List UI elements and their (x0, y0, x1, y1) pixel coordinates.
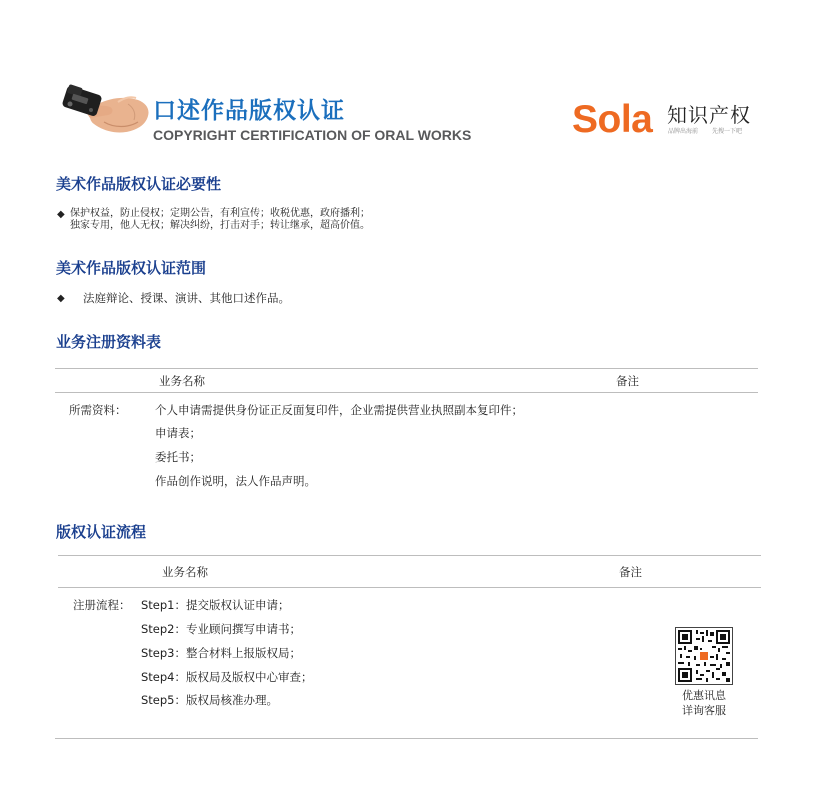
qr-code-icon (675, 627, 733, 685)
process-row-label: 注册流程： (73, 598, 131, 612)
table-top-divider (58, 555, 761, 556)
process-step: Step4：版权局及版权中心审查； (141, 670, 313, 684)
materials-item: 作品创作说明，法人作品声明。 (155, 474, 316, 488)
section-process-title: 版权认证流程 (56, 523, 147, 541)
necessity-line-2: 独家专用，他人无权；解决纠纷，打击对手；转让继承，超高价值。 (70, 220, 370, 231)
qr-caption (662, 688, 746, 718)
table-header-note: 备注 (616, 374, 639, 388)
process-step: Step3：整合材料上报版权局； (141, 646, 301, 660)
section-materials-title: 业务注册资料表 (56, 333, 162, 351)
table-header-name: 业务名称 (162, 565, 208, 579)
bullet-diamond-icon: ◆ (57, 209, 65, 220)
materials-item: 个人申请需提供身份证正反面复印件，企业需提供营业执照副本复印件； (155, 403, 523, 417)
process-step: Step5：版权局核准办理。 (141, 693, 278, 707)
sola-logo (572, 100, 762, 140)
voice-recorder-image (58, 74, 150, 136)
qr-caption-line2: 详询客服 (682, 704, 726, 717)
qr-caption-line1: 优惠讯息 (682, 689, 726, 702)
scope-text: 法庭辩论、授课、演讲、其他口述作品。 (83, 291, 290, 305)
section-necessity-title: 美术作品版权认证必要性 (56, 175, 222, 193)
logo-slogan-right: 先搜一下吧 (712, 128, 743, 135)
logo-brand: Sola (572, 98, 653, 141)
table-header-name: 业务名称 (159, 374, 205, 388)
table-header-divider (58, 587, 761, 588)
process-step: Step2：专业顾问撰写申请书； (141, 622, 301, 636)
necessity-line-1: 保护权益，防止侵权；定期公告，有利宣传；收税优惠，政府播利； (70, 208, 370, 219)
process-step: Step1：提交版权认证申请； (141, 598, 290, 612)
table-header-divider (55, 392, 758, 393)
materials-row-label: 所需资料： (69, 403, 127, 417)
bullet-diamond-icon: ◆ (57, 293, 65, 304)
table-top-divider (55, 368, 758, 369)
page-subtitle: COPYRIGHT CERTIFICATION OF ORAL WORKS (153, 127, 472, 143)
table-header-note: 备注 (619, 565, 642, 579)
materials-item: 委托书； (155, 450, 201, 464)
section-scope-title: 美术作品版权认证范围 (56, 259, 207, 277)
page-title: 口述作品版权认证 (153, 98, 345, 124)
logo-slogan-left: 品牌出海前 (668, 128, 699, 135)
logo-name: 知识产权 (667, 103, 751, 127)
table-bottom-divider (55, 738, 758, 739)
materials-item: 申请表； (155, 426, 201, 440)
